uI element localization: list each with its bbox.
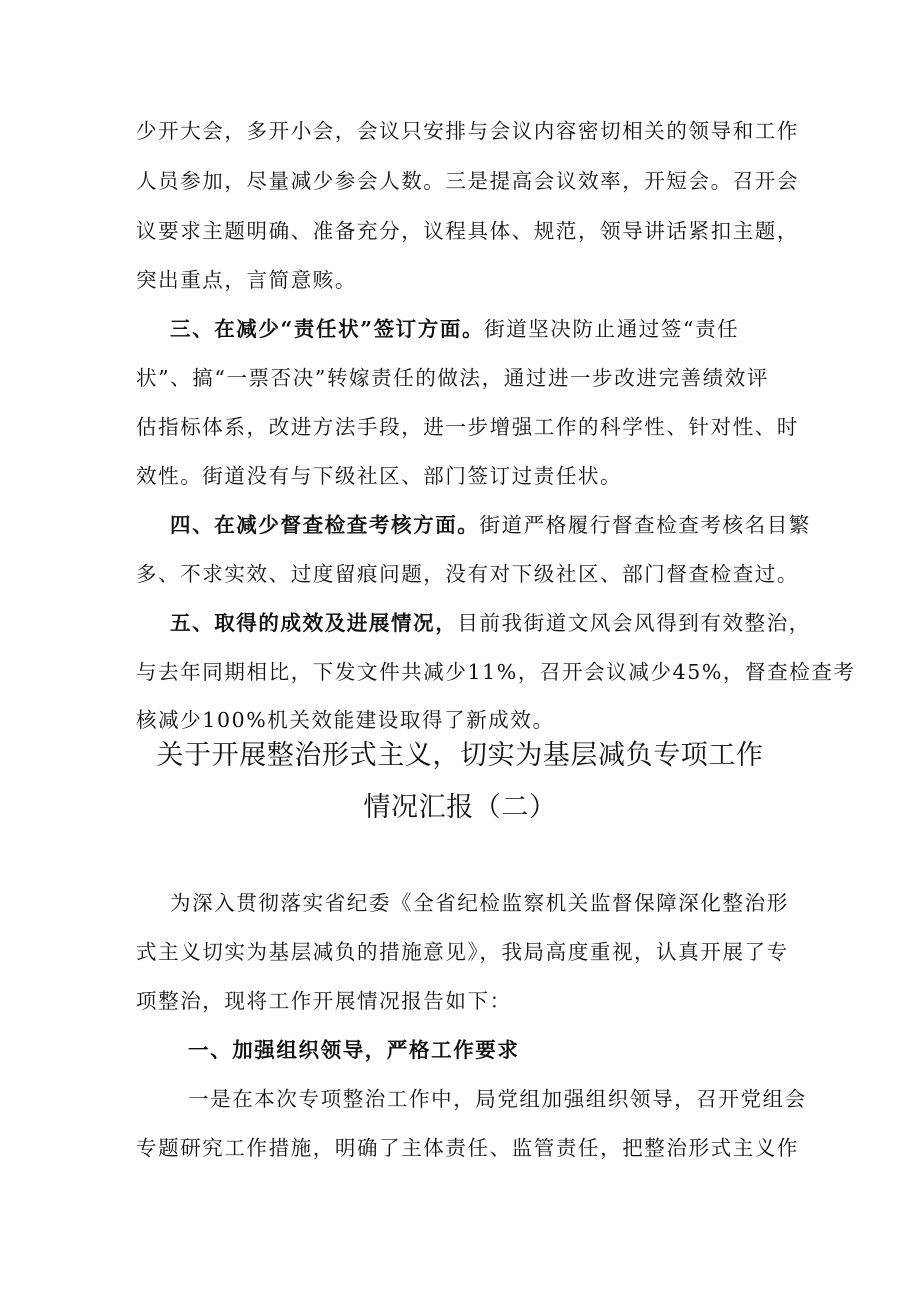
body-line: 式主义切实为基层减负的措施意见》，我局高度重视，认真开展了专 bbox=[136, 940, 789, 964]
body-line: 估指标体系，改进方法手段，进一步增强工作的科学性、针对性、时 bbox=[136, 415, 799, 439]
paragraph-first-line bbox=[170, 314, 796, 344]
section-lead: 三、在减少“责任状”签订方面。 bbox=[170, 317, 485, 341]
body-first-line: 一是在本次专项整治工作中，局党组加强组织领导，召开党组会 bbox=[188, 1087, 807, 1111]
body-text: 目前我街道文风会风得到有效整治， bbox=[457, 611, 811, 635]
body-line: 议要求主题明确、准备充分，议程具体、规范，领导讲话紧扣主题， bbox=[136, 219, 799, 243]
paragraph-first-line bbox=[170, 510, 811, 540]
body-line: 少开大会，多开小会，会议只安排与会议内容密切相关的领导和工作 bbox=[136, 119, 799, 143]
intro-first-line: 为深入贯彻落实省纪委《全省纪检监察机关监督保障深化整治形 bbox=[170, 891, 789, 915]
body-line: 多、不求实效、过度留痕问题，没有对下级社区、部门督查检查过。 bbox=[136, 562, 799, 586]
body-text: 街道严格履行督查检查考核名目繁 bbox=[479, 513, 811, 537]
body-line: 突出重点，言简意赅。 bbox=[136, 268, 357, 292]
section-lead: 五、取得的成效及进展情况， bbox=[170, 611, 458, 635]
document-title-line-2: 情况汇报（二） bbox=[363, 792, 557, 823]
section-subheading: 一、加强组织领导，严格工作要求 bbox=[188, 1038, 520, 1062]
body-line: 核减少100%机关效能建设取得了新成效。 bbox=[136, 708, 555, 732]
body-text: 街道坚决防止通过签“责任 bbox=[484, 317, 740, 341]
paragraph-first-line bbox=[170, 608, 811, 638]
body-line: 与去年同期相比，下发文件共减少11%，召开会议减少45%，督查检查考 bbox=[136, 660, 856, 684]
body-line: 专题研究工作措施，明确了主体责任、监管责任，把整治形式主义作 bbox=[136, 1136, 799, 1160]
document-title-line-1: 关于开展整治形式主义，切实为基层减负专项工作 bbox=[156, 740, 764, 771]
body-line: 人员参加，尽量减少参会人数。三是提高会议效率，开短会。召开会 bbox=[136, 169, 799, 193]
body-line: 状”、搞“一票否决”转嫁责任的做法，通过进一步改进完善绩效评 bbox=[136, 366, 769, 390]
body-line: 项整治，现将工作开展情况报告如下： bbox=[136, 989, 512, 1013]
body-line: 效性。街道没有与下级社区、部门签订过责任状。 bbox=[136, 464, 623, 488]
section-lead: 四、在减少督查检查考核方面。 bbox=[170, 513, 480, 537]
